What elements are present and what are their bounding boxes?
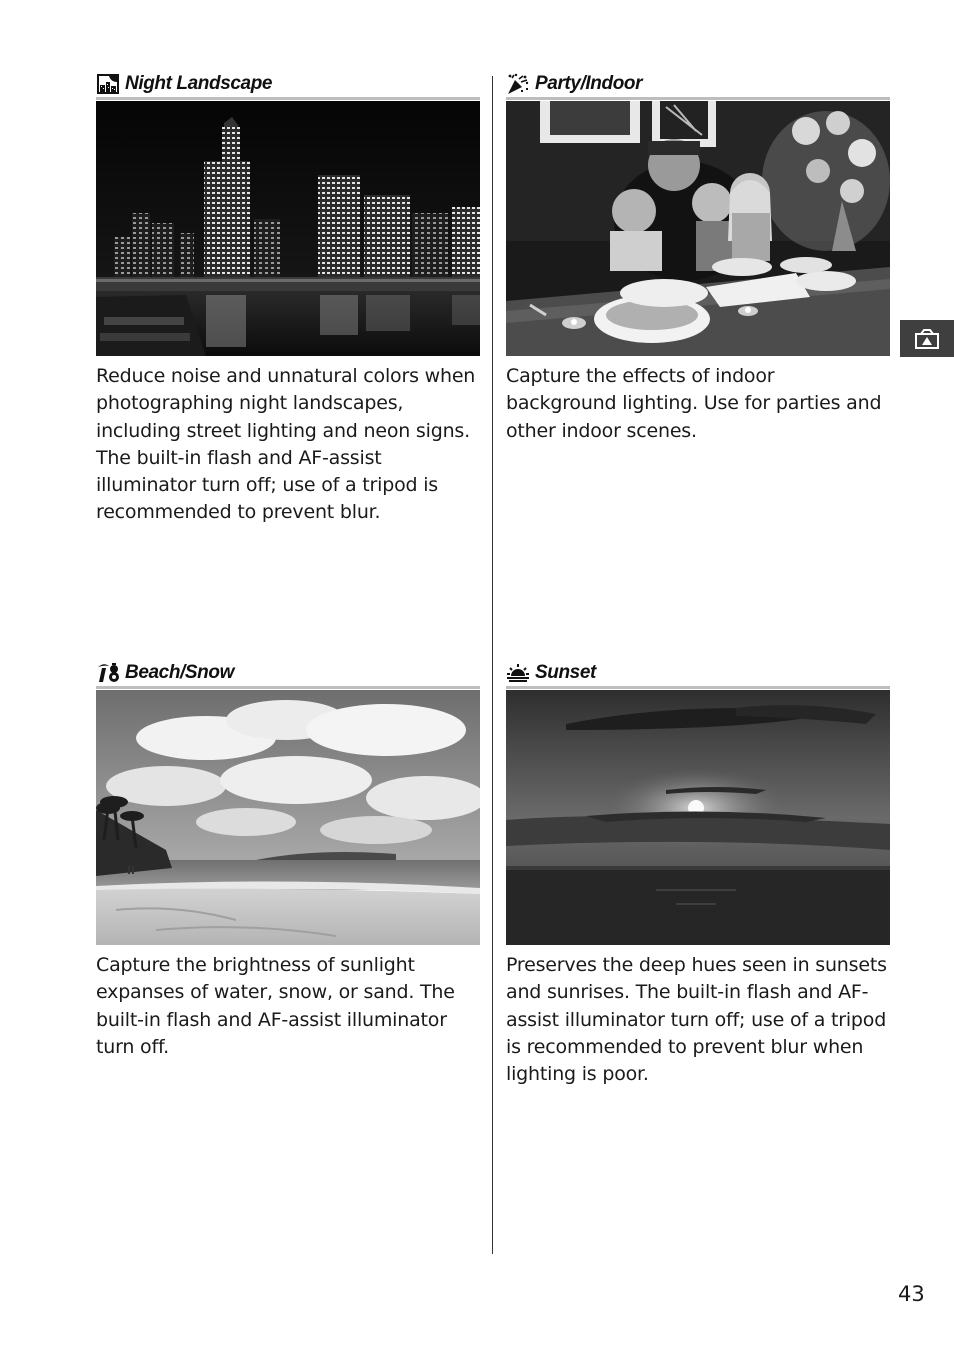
night-landscape-icon xyxy=(96,73,120,95)
section-heading xyxy=(96,70,480,100)
sunset-icon xyxy=(506,662,530,684)
section-title: Night Landscape xyxy=(125,72,273,94)
section-heading xyxy=(506,659,890,689)
party-photo xyxy=(506,101,890,356)
section-heading xyxy=(96,659,480,689)
scene-mode-side-tab xyxy=(900,320,954,357)
section-beach-snow xyxy=(96,659,480,1061)
scene-mode-icon xyxy=(913,327,941,351)
section-sunset xyxy=(506,659,890,1088)
night-city-photo xyxy=(96,101,480,356)
page-number: 43 xyxy=(898,1282,925,1306)
party-indoor-icon xyxy=(506,73,530,95)
section-night-landscape xyxy=(96,70,480,527)
section-heading xyxy=(506,70,890,100)
section-description: Preserves the deep hues seen in sunsets and sunrises. The built-in flash and AF-assist illuminator turn off; use of a tripod is recommended to prevent blur when lighting is poor. xyxy=(506,954,887,1086)
beach-snow-icon xyxy=(96,662,120,684)
section-title: Party/Indoor xyxy=(535,72,643,94)
section-description: Reduce noise and unnatural colors when photographing night landscapes, including street lighting and neon signs. The built-in flash and AF-assist illuminator turn off; use of a tripod is recommended to prevent blur. xyxy=(96,365,476,524)
section-party-indoor xyxy=(506,70,890,445)
beach-photo xyxy=(96,690,480,945)
section-description: Capture the brightness of sunlight expanses of water, snow, or sand. The built-in flash and AF-assist illuminator turn off. xyxy=(96,954,455,1058)
section-title: Beach/Snow xyxy=(125,661,234,683)
column-divider xyxy=(492,76,493,1254)
section-description: Capture the effects of indoor background lighting. Use for parties and other indoor scenes. xyxy=(506,365,882,442)
sunset-photo xyxy=(506,690,890,945)
section-title: Sunset xyxy=(535,661,596,683)
